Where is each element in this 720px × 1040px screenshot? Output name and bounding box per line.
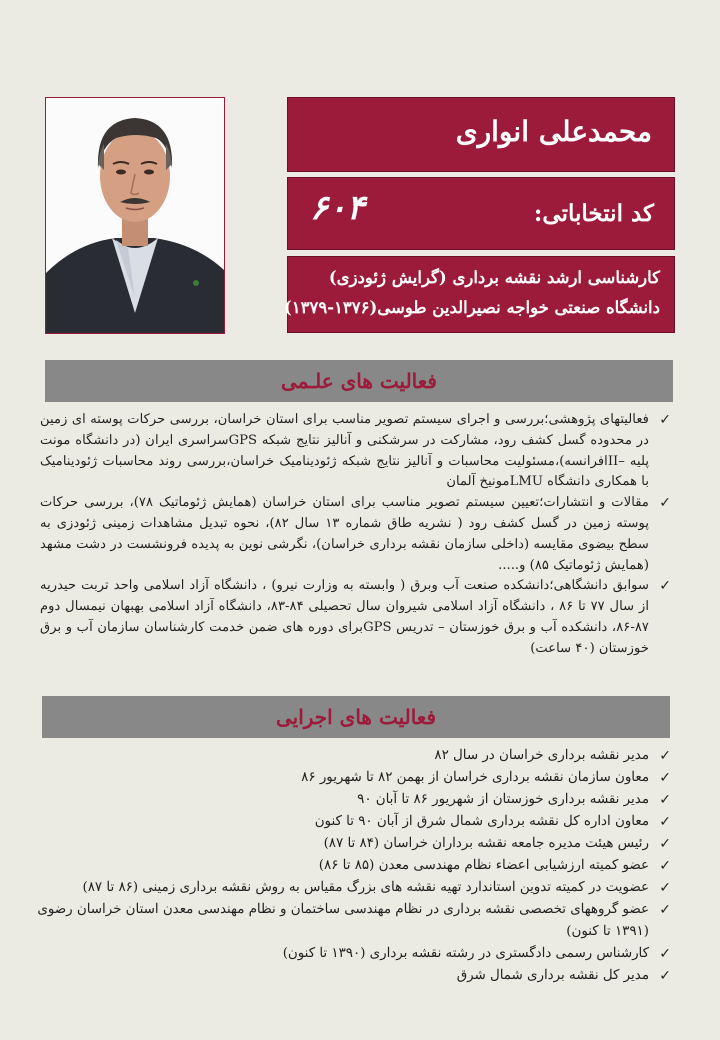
list-item: ✓ عضویت در کمیته تدوین استاندارد تهیه نقشه های بزرگ مقیاس به روش نقشه برداری زمینی (۸۶ تا ۸۷) xyxy=(30,877,675,899)
executive-section-title: فعالیت های اجرایی xyxy=(42,696,670,738)
list-item: ✓ مدیر نقشه برداری خوزستان از شهریور ۸۶ تا آبان ۹۰ xyxy=(30,789,675,811)
executive-activities-list xyxy=(30,745,675,987)
election-code-label: کد انتخاباتی: xyxy=(533,200,654,227)
education-banner xyxy=(283,256,675,333)
list-item: ✓ فعالیتهای پژوهشی؛بررسی و اجرای سیستم تصویر مناسب برای استان خراسان، بررسی حرکات پوسته ای زمین در محدوده گسل کشف رود، مشارکت در سرشکنی و آنالیز نتایج شبکه GPSسراسری ایران (در دانشگاه مونت پلیه –IIافرانسه)،مسئولیت محاسبات و آنالیز نتایج شبکه ژئودینامیک خراسان،بررسی روند محاسبات ژئودینامیک با همکاری دانشگاه LMUمونیخ آلمان xyxy=(40,410,675,493)
election-code-banner xyxy=(287,177,675,250)
list-item: ✓ معاون اداره کل نقشه برداری شمال شرق از آبان ۹۰ تا کنون xyxy=(30,811,675,833)
list-item: ✓ کارشناس رسمی دادگستری در رشته نقشه برداری (۱۳۹۰ تا کنون) xyxy=(30,943,675,965)
list-item: ✓ مدیر نقشه برداری خراسان در سال ۸۲ xyxy=(30,745,675,767)
education-degree: کارشناسی ارشد نقشه برداری (گرایش ژئودزی) xyxy=(328,268,660,287)
scientific-activities-list xyxy=(40,410,675,660)
list-item: ✓ عضو کمیته ارزشیابی اعضاء نظام مهندسی معدن (۸۵ تا ۸۶) xyxy=(30,855,675,877)
list-item: ✓ رئیس هیئت مدیره جامعه نقشه برداران خراسان (۸۴ تا ۸۷) xyxy=(30,833,675,855)
list-item: ✓ عضو گروههای تخصصی نقشه برداری در نظام مهندسی ساختمان و نظام مهندسی معدن استان خراسان رضوی (۱۳۹۱ تا کنون) xyxy=(30,899,675,943)
list-item: ✓ مقالات و انتشارات؛تعیین سیستم تصویر مناسب برای استان خراسان (همایش ژئوماتیک ۷۸)، بررسی حرکات پوسته زمین در گسل کشف رود ( نشریه طاق شماره ۱۳ سال ۸۲)، نحوه تبدیل مشاهدات زمینی ژئودزی به سطح بیضوی مقایسه (داخلی سازمان نقشه برداری خراسان)، نگرشی نوین به پدیده فرونشست در دشت مشهد (همایش ژئوماتیک ۸۵) و..... xyxy=(40,493,675,576)
list-item: ✓ مدیر کل نقشه برداری شمال شرق xyxy=(30,965,675,987)
list-item: ✓ سوابق دانشگاهی؛دانشکده صنعت آب وبرق ( وابسته به وزارت نیرو) ، دانشگاه آزاد اسلامی واحد تربت حیدریه از سال ۷۷ تا ۸۶ ، دانشگاه آزاد اسلامی شیروان سال تحصیلی ۸۴-۸۳، دانشگاه آزاد اسلامی بهبهان نیمسال دوم ۸۷-۸۶، دانشکده آب و برق خوزستان – تدریس GPSبرای دوره های ضمن خدمت کارشناسان سازمان آب و برق خوزستان (۴۰ ساعت) xyxy=(40,576,675,659)
person-name: محمدعلی انواری xyxy=(455,115,652,148)
list-item: ✓ معاون سازمان نقشه برداری خراسان از بهمن ۸۲ تا شهریور ۸۶ xyxy=(30,767,675,789)
profile-photo xyxy=(45,97,225,334)
election-code-value: ۶۰۴ xyxy=(310,188,365,228)
education-university: دانشگاه صنعتی خواجه نصیرالدین طوسی(۱۳۷۶-۱۳۷۹) xyxy=(283,298,660,317)
name-banner xyxy=(287,97,675,172)
scientific-section-title: فعالیت های علـمی xyxy=(45,360,673,402)
person-portrait-icon xyxy=(46,98,224,333)
